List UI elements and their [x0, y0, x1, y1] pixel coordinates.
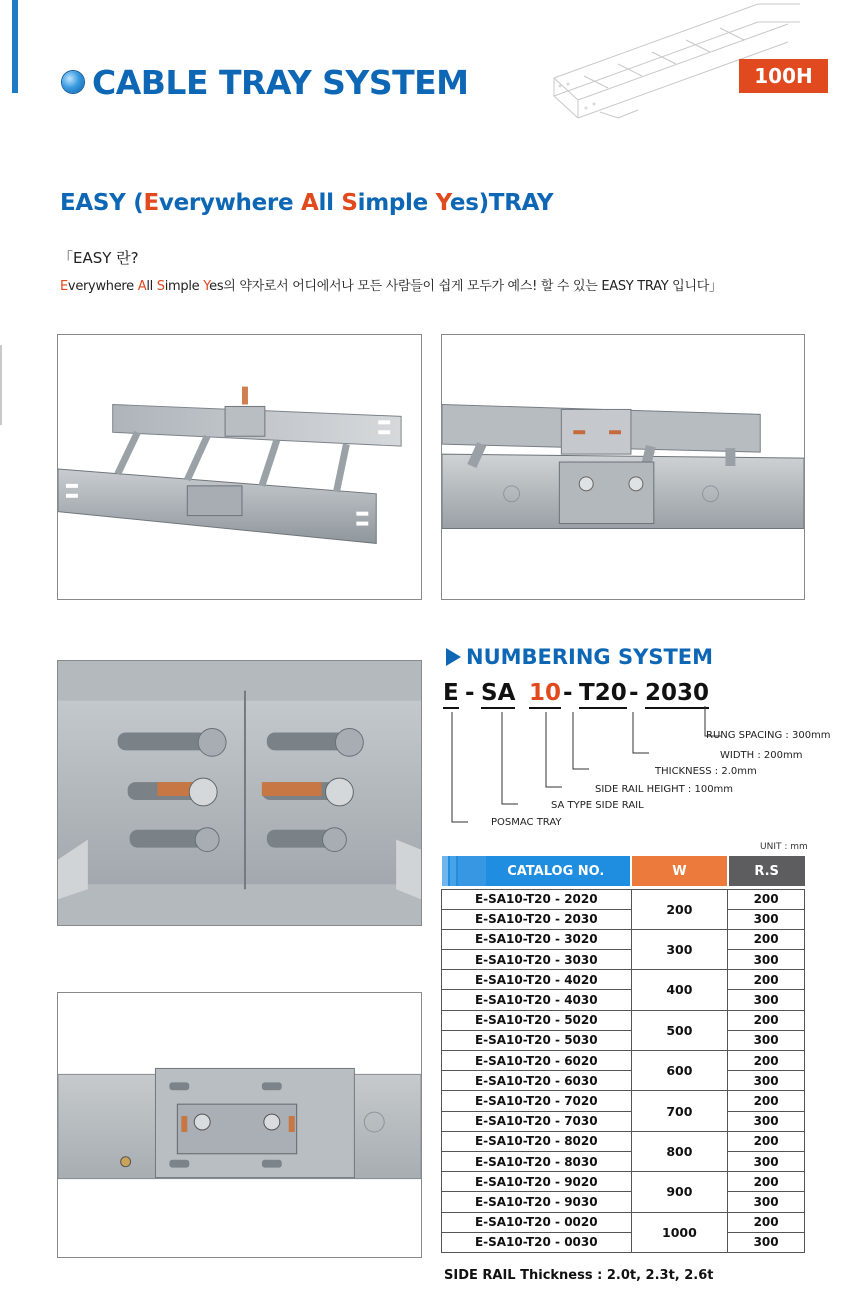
rung-spacing-cell: 300	[728, 990, 805, 1010]
easy-description-text: verywhere	[67, 279, 138, 294]
table-row	[442, 1212, 805, 1232]
width-cell: 900	[631, 1172, 728, 1212]
table-row	[442, 1111, 805, 1131]
rung-spacing-cell: 300	[728, 1111, 805, 1131]
label-posmac: POSMAC TRAY	[491, 817, 562, 828]
table-row	[442, 1071, 805, 1091]
width-cell: 200	[631, 889, 728, 929]
easy-question: 「EASY 란?	[58, 249, 139, 267]
numbering-heading	[446, 645, 713, 669]
code-dash: -	[465, 680, 475, 706]
width-cell: 600	[631, 1051, 728, 1091]
easy-heading-text: verywhere	[158, 190, 301, 216]
table-row	[442, 970, 805, 990]
rung-spacing-cell: 200	[728, 1091, 805, 1111]
header-catalog	[442, 856, 632, 886]
unit-note: UNIT : mm	[760, 842, 808, 852]
table-row	[442, 889, 805, 909]
rung-spacing-cell: 200	[728, 1131, 805, 1151]
rung-spacing-cell: 300	[728, 950, 805, 970]
table-row	[442, 1091, 805, 1111]
easy-description	[60, 275, 722, 294]
tray-photo-splice-plate	[57, 660, 422, 926]
catalog-cell: E-SA10-T20 - 7030	[442, 1111, 632, 1131]
catalog-cell: E-SA10-T20 - 2020	[442, 889, 632, 909]
catalog-cell: E-SA10-T20 - 6020	[442, 1051, 632, 1071]
easy-heading-initial: S	[341, 190, 358, 216]
table-row	[442, 1131, 805, 1151]
catalog-cell: E-SA10-T20 - 7020	[442, 1091, 632, 1111]
code-part-thickness: T20	[579, 679, 627, 709]
easy-heading-initial: E	[143, 190, 159, 216]
rung-spacing-cell: 300	[728, 1151, 805, 1171]
table-row	[442, 929, 805, 949]
catalog-cell: E-SA10-T20 - 8020	[442, 1131, 632, 1151]
catalog-cell: E-SA10-T20 - 0030	[442, 1232, 632, 1252]
table-row	[442, 1030, 805, 1050]
size-badge: 100H	[739, 59, 828, 93]
easy-heading-text: EASY (	[60, 190, 144, 216]
rung-spacing-cell: 200	[728, 1010, 805, 1030]
tray-photo-splice	[441, 334, 805, 600]
catalog-cell: E-SA10-T20 - 8030	[442, 1151, 632, 1171]
code-dash: -	[563, 680, 573, 706]
label-width: WIDTH : 200mm	[720, 750, 803, 761]
width-cell: 500	[631, 1010, 728, 1050]
catalog-cell: E-SA10-T20 - 4020	[442, 970, 632, 990]
rung-spacing-cell: 300	[728, 1071, 805, 1091]
rung-spacing-cell: 300	[728, 909, 805, 929]
tray-photo-overview	[57, 334, 422, 600]
triangle-arrow-icon	[446, 648, 461, 666]
table-header-row	[442, 856, 805, 886]
header-stripe	[450, 856, 456, 886]
easy-heading-text: ll	[318, 190, 342, 216]
code-part-spacing: 2030	[645, 679, 709, 709]
code-part-height: 10	[529, 679, 561, 709]
label-thickness: THICKNESS : 2.0mm	[655, 766, 757, 777]
catalog-cell: E-SA10-T20 - 2030	[442, 909, 632, 929]
easy-description-initial: E	[60, 279, 68, 294]
easy-description-text: ll	[146, 279, 157, 294]
rung-spacing-cell: 200	[728, 1172, 805, 1192]
catalog-cell: E-SA10-T20 - 5030	[442, 1030, 632, 1050]
page-header	[62, 60, 468, 104]
catalog-cell: E-SA10-T20 - 5020	[442, 1010, 632, 1030]
table-row	[442, 1010, 805, 1030]
left-margin-mark	[0, 345, 2, 425]
rung-spacing-cell: 200	[728, 929, 805, 949]
easy-description-initial: A	[137, 279, 147, 294]
rung-spacing-cell: 200	[728, 1051, 805, 1071]
table-row	[442, 950, 805, 970]
table-row	[442, 1192, 805, 1212]
width-cell: 700	[631, 1091, 728, 1131]
label-sa-type: SA TYPE SIDE RAIL	[551, 800, 644, 811]
catalog-cell: E-SA10-T20 - 0020	[442, 1212, 632, 1232]
header-catalog-label: CATALOG NO.	[507, 863, 605, 879]
header-w: W	[631, 856, 728, 886]
easy-description-text: imple	[164, 279, 204, 294]
width-cell: 300	[631, 929, 728, 969]
easy-heading-text: es)TRAY	[449, 190, 554, 216]
width-cell: 1000	[631, 1212, 728, 1252]
table-row	[442, 990, 805, 1010]
catalog-cell: E-SA10-T20 - 6030	[442, 1071, 632, 1091]
catalog-cell: E-SA10-T20 - 3020	[442, 929, 632, 949]
catalog-cell: E-SA10-T20 - 9020	[442, 1172, 632, 1192]
table-row	[442, 909, 805, 929]
rung-spacing-cell: 200	[728, 970, 805, 990]
rung-spacing-cell: 300	[728, 1232, 805, 1252]
easy-heading	[60, 190, 553, 216]
easy-heading-initial: Y	[435, 190, 450, 216]
code-part-prefix: E	[443, 679, 459, 709]
code-dash: -	[629, 680, 639, 706]
table-row	[442, 1232, 805, 1252]
label-rung-spacing: RUNG SPACING : 300mm	[706, 730, 831, 741]
catalog-cell: E-SA10-T20 - 9030	[442, 1192, 632, 1212]
header-rs: R.S	[728, 856, 805, 886]
table-row	[442, 1051, 805, 1071]
header-stripe	[442, 856, 448, 886]
table-row	[442, 1172, 805, 1192]
width-cell: 800	[631, 1131, 728, 1171]
catalog-cell: E-SA10-T20 - 4030	[442, 990, 632, 1010]
page-title: CABLE TRAY SYSTEM	[92, 62, 469, 102]
side-rail-thickness-note: SIDE RAIL Thickness : 2.0t, 2.3t, 2.6t	[444, 1268, 714, 1283]
rung-spacing-cell: 300	[728, 1192, 805, 1212]
rung-spacing-cell: 300	[728, 1030, 805, 1050]
catalog-cell: E-SA10-T20 - 3030	[442, 950, 632, 970]
easy-heading-initial: A	[300, 190, 319, 216]
easy-heading-text: imple	[357, 190, 436, 216]
easy-description-text: es의 약자로서 어디에서나 모든 사람들이 쉽게 모두가 예스! 할 수 있는 EASY TRAY 입니다」	[209, 279, 722, 294]
rung-spacing-cell: 200	[728, 1212, 805, 1232]
width-cell: 400	[631, 970, 728, 1010]
label-side-rail-height: SIDE RAIL HEIGHT : 100mm	[595, 784, 734, 795]
easy-description-initial: Y	[203, 279, 210, 294]
globe-bullet-icon	[62, 71, 84, 93]
numbering-title: NUMBERING SYSTEM	[466, 645, 714, 669]
code-part-type: SA	[481, 679, 515, 709]
catalog-table	[441, 856, 805, 1253]
catalog-body	[442, 889, 805, 1252]
left-accent-bar	[12, 0, 18, 93]
rung-spacing-cell: 200	[728, 889, 805, 909]
table-row	[442, 1151, 805, 1171]
tray-photo-outer-plate	[57, 992, 422, 1258]
easy-description-initial: S	[156, 279, 165, 294]
